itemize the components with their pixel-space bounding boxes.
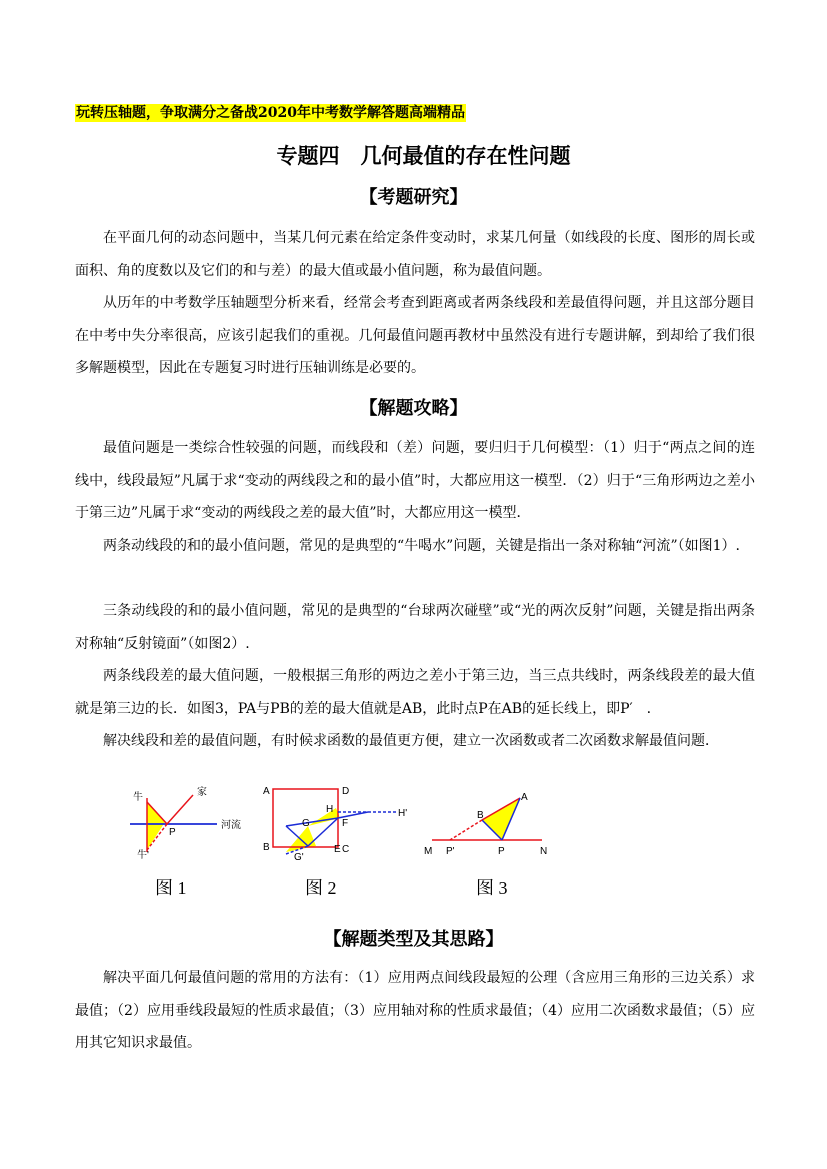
figure-2-caption: 图 2	[305, 878, 337, 898]
strategy-heading: 【解题攻略】	[359, 398, 468, 419]
fig2-f-label: F	[342, 818, 349, 829]
fig2-h-label: H	[326, 804, 334, 815]
types-heading: 【解题类型及其思路】	[323, 929, 504, 950]
figure-1-diagram	[125, 780, 255, 860]
fig2-d-label: D	[342, 786, 350, 797]
fig2-g-label: G	[302, 818, 310, 829]
research-heading: 【考题研究】	[359, 187, 468, 208]
fig2-e-label: E	[334, 844, 341, 855]
fig3-n-label: N	[540, 846, 548, 857]
research-paragraph-2: 从历年的中考数学压轴题型分析来看，经常会考查到距离或者两条线段和差最值得问题，并且这部分题目在中考中失分率很高，应该引起我们的重视。几何最值问题再教材中虽然没有进行专题讲解，到却给了我们很多解题模型，因此在专题复习时进行压轴训练是必要的。	[75, 295, 755, 376]
strategy-paragraph-4: 两条线段差的最大值问题，一般根据三角形的两边之差小于第三边，当三点共线时，两条线段差的最大值就是第三边的长．如图3，PA与PB的差的最大值就是AB，此时点P在AB的延长线上，即P′ .	[75, 668, 755, 717]
strategy-paragraph-5: 解决线段和差的最值问题，有时候求函数的最值更方便，建立一次函数或者二次函数求解最值问题．	[103, 733, 719, 749]
fig3-p-prime-label: P'	[446, 846, 455, 857]
fig3-p-label: P	[498, 846, 505, 857]
types-paragraph-1: 解决平面几何最值问题的常用的方法有：（1）应用两点间线段最短的公理（含应用三角形的三边关系）求最值；（2）应用垂线段最短的性质求最值；（3）应用轴对称的性质求最值；（4）应用二次函数求最值；（5）应用其它知识求最值。	[75, 970, 755, 1051]
figure-3-caption: 图 3	[476, 878, 508, 898]
figure-2-diagram	[258, 780, 418, 865]
fig2-h-prime-label: H'	[398, 808, 408, 819]
fig2-c-label: C	[342, 844, 350, 855]
fig1-cow-mirror-label: 牛'	[137, 850, 149, 860]
strategy-paragraph-1: 最值问题是一类综合性较强的问题，而线段和（差）问题，要归归于几何模型：（1）归于“两点之间的连线中，线段最短”凡属于求“变动的两线段之和的最小值”时，大都应用这一模型．（2）归于“三角形两边之差小于第三边”凡属于求“变动的两线段之差的最大值”时，大都应用这一模型．	[75, 440, 755, 521]
fig1-cow-label: 牛	[133, 792, 143, 803]
fig1-home-label: 家	[197, 787, 207, 798]
strategy-paragraph-2: 两条动线段的和的最小值问题，常见的是典型的“牛喝水”问题，关键是指出一条对称轴“河流”（如图1）.	[103, 538, 740, 554]
fig3-m-label: M	[424, 846, 433, 857]
fig2-b-label: B	[263, 842, 270, 853]
series-banner: 玩转压轴题，争取满分之备战2020年中考数学解答题高端精品	[76, 105, 465, 121]
figure-3-diagram	[422, 788, 572, 868]
figure-1-caption: 图 1	[155, 878, 187, 898]
fig2-g-prime-label: G'	[294, 852, 304, 863]
fig1-river-label: 河流	[221, 820, 241, 831]
fig3-b-label: B	[477, 810, 484, 821]
page-title: 专题四 几何最值的存在性问题	[276, 144, 571, 168]
fig2-a-label: A	[263, 786, 270, 797]
fig3-a-label: A	[521, 792, 528, 803]
research-paragraph-1: 在平面几何的动态问题中，当某几何元素在给定条件变动时，求某几何量（如线段的长度、图形的周长或面积、角的度数以及它们的和与差）的最大值或最小值问题，称为最值问题。	[75, 230, 755, 279]
fig1-p-label: P	[169, 827, 176, 838]
strategy-paragraph-3: 三条动线段的和的最小值问题，常见的是典型的“台球两次碰壁”或“光的两次反射”问题，关键是指出两条对称轴“反射镜面”（如图2）.	[75, 603, 755, 652]
